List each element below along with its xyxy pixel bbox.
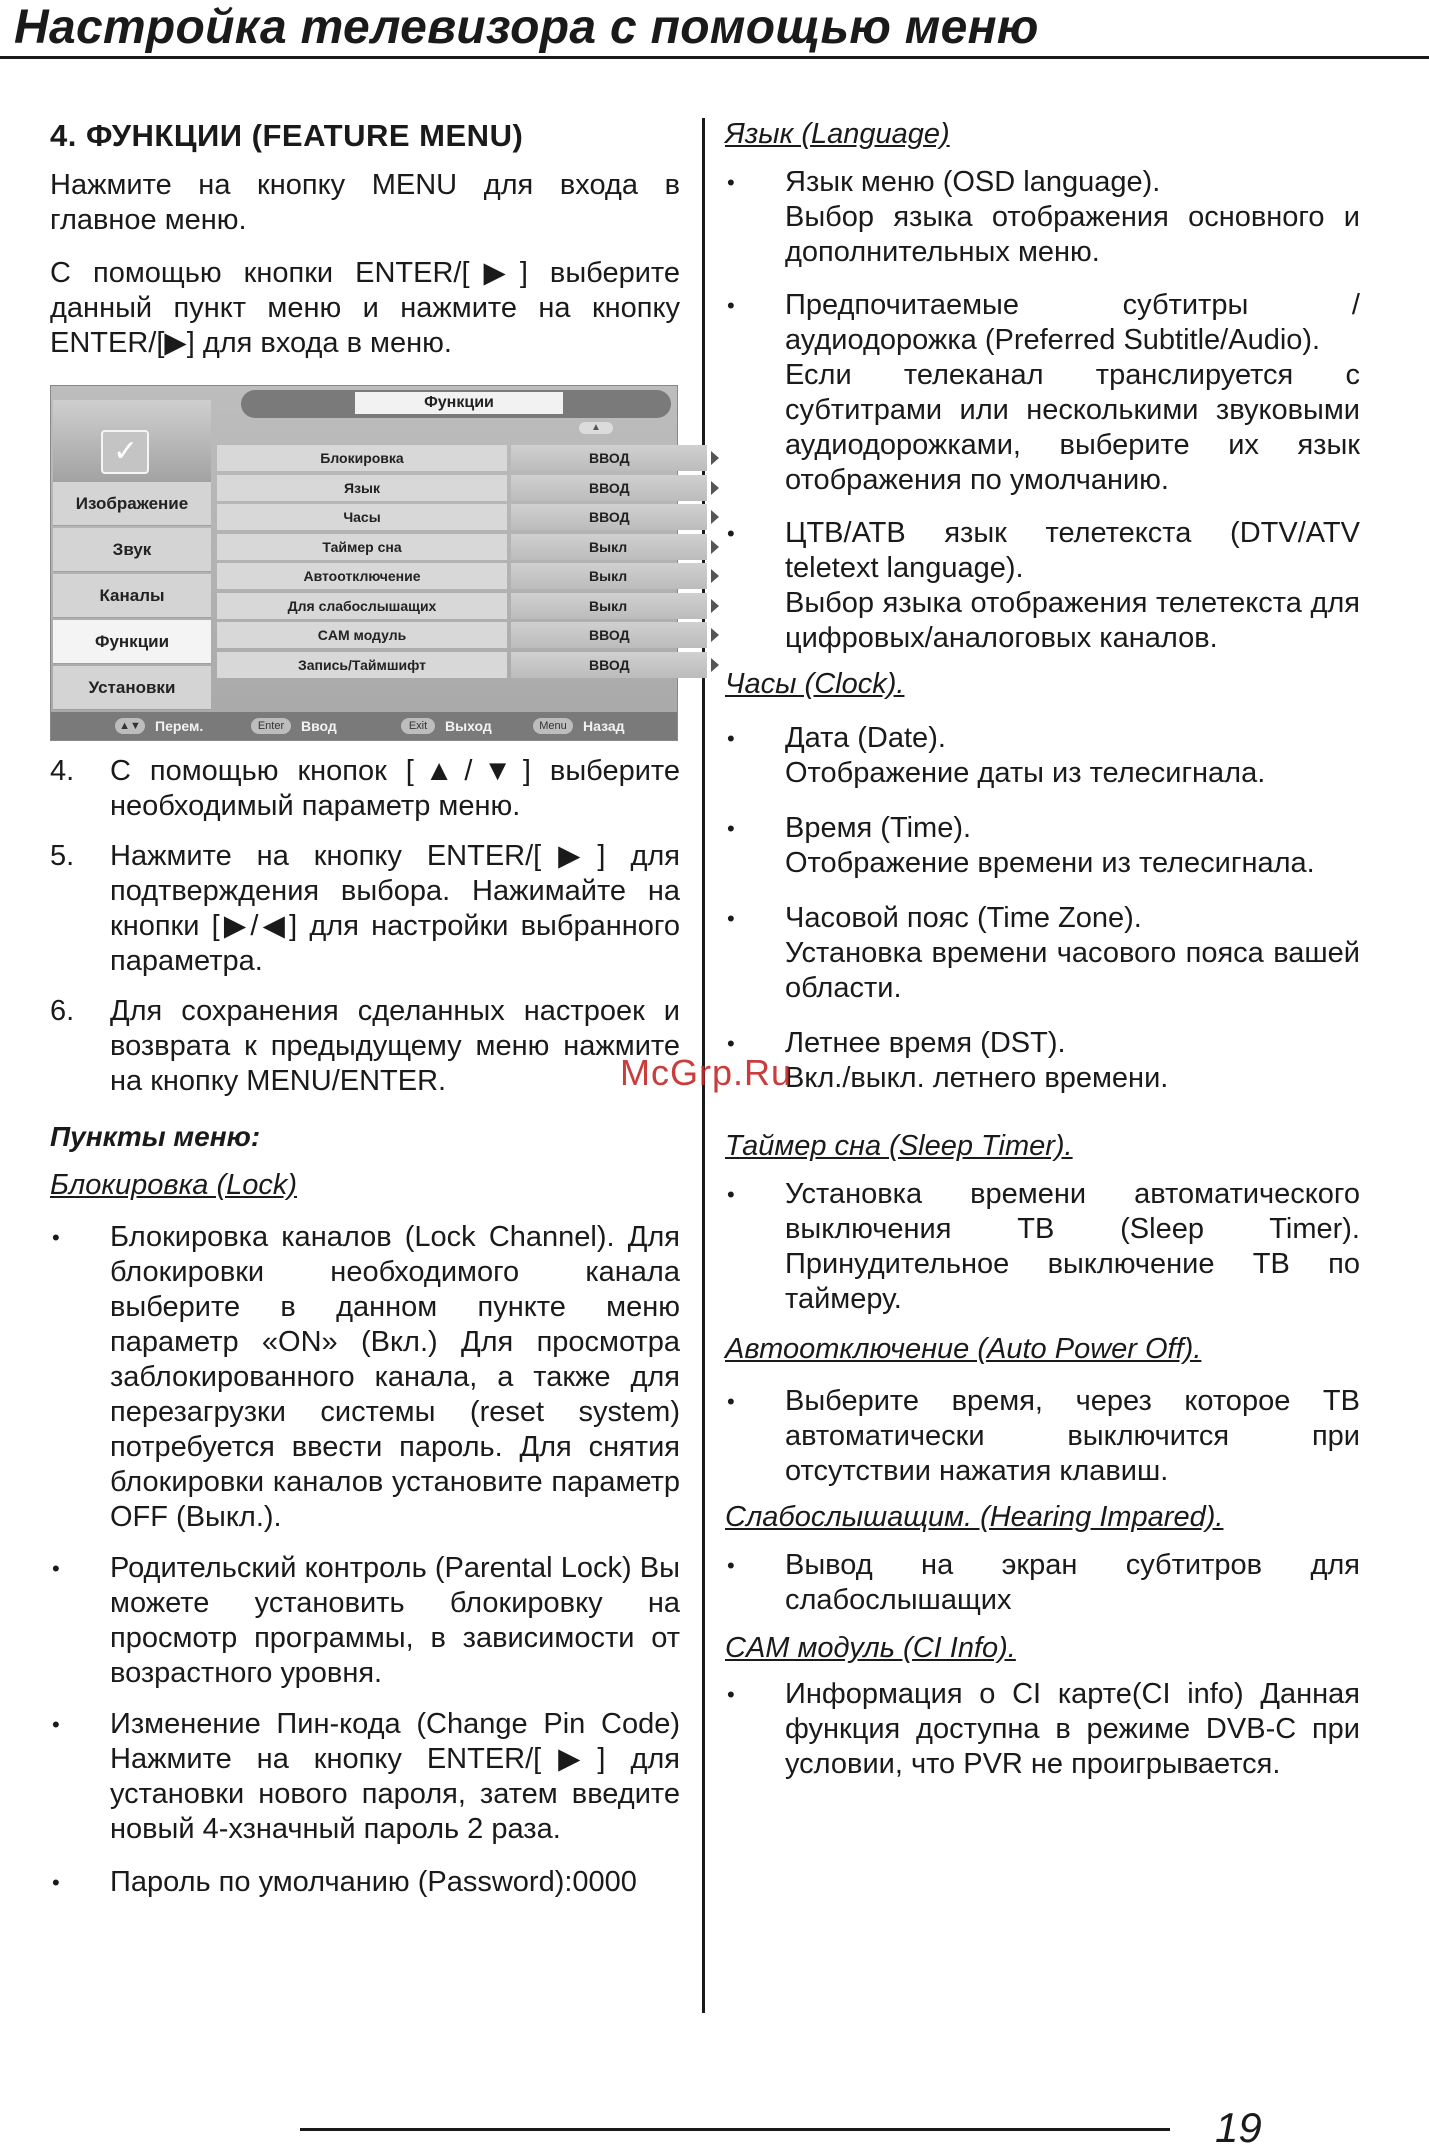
tv-row-value: ВВОД — [511, 475, 707, 501]
lock-bullet: • Родительский контроль (Parental Lock) Вы можете установить блокировку на просмотр программы, в зависимости от возрастного уровня. — [50, 1551, 680, 1691]
menu-items-heading: Пункты меню: — [50, 1121, 261, 1152]
header-divider — [0, 56, 1429, 59]
lock-heading: Блокировка (Lock) — [50, 1169, 298, 1201]
key-updown-icon: ▲▼ — [115, 718, 145, 734]
cam-bullet: • Информация о CI карте(CI info) Данная функция доступна в режиме DVB-C при условии, что PVR не проигрывается. — [725, 1677, 1360, 1782]
language-bullet: • Язык меню (OSD language). Выбор языка отображения основного и дополнительных меню. — [725, 165, 1360, 270]
scroll-up-icon: ▲ — [579, 422, 613, 434]
page-number: 19 — [1215, 2104, 1262, 2150]
tv-menu-row — [217, 443, 677, 473]
tv-menu-row — [217, 620, 677, 650]
chevron-right-icon — [711, 510, 719, 524]
lock-bullet: • Блокировка каналов (Lock Channel). Для блокировки необходимого канала выберите в данном пункте меню параметр «ON» (Вкл.) Для просмотра заблокированного канала, а также для перезагрузки системы (reset system) потребуется ввести пароль. Для снятия блокировки каналов установите параметр OFF (Выкл.). — [50, 1220, 680, 1535]
hearing-heading: Слабослышащим. (Hearing Impared). — [725, 1501, 1224, 1533]
chevron-right-icon — [711, 599, 719, 613]
tv-row-value: ВВОД — [511, 504, 707, 530]
tv-row-value: Выкл — [511, 534, 707, 560]
tv-row-label: Запись/Таймшифт — [217, 652, 507, 678]
tv-menu-hint-bar — [51, 712, 677, 740]
tv-sidebar-item: Установки — [53, 666, 211, 710]
tv-row-label: CAM модуль — [217, 622, 507, 648]
tv-row-value: Выкл — [511, 593, 707, 619]
tv-row-value: ВВОД — [511, 445, 707, 471]
checklist-icon — [101, 430, 149, 474]
chevron-right-icon — [711, 451, 719, 465]
key-enter-icon: Enter — [251, 718, 291, 734]
tv-menu-row — [217, 591, 677, 621]
tv-row-label: Автоотключение — [217, 563, 507, 589]
tv-row-label: Часы — [217, 504, 507, 530]
hint-label: Выход — [445, 718, 492, 734]
tv-row-value: Выкл — [511, 563, 707, 589]
tv-menu-row — [217, 650, 677, 680]
tv-row-label: Блокировка — [217, 445, 507, 471]
intro-paragraph-1: Нажмите на кнопку MENU для входа в главное меню. — [50, 169, 680, 236]
auto-off-heading: Автоотключение (Auto Power Off). — [725, 1333, 1202, 1365]
chevron-right-icon — [711, 569, 719, 583]
hint-label: Ввод — [301, 718, 337, 734]
clock-bullet: • Дата (Date). Отображение даты из телесигнала. — [725, 721, 1360, 791]
hint-label: Перем. — [155, 718, 204, 734]
step-item: 4. С помощью кнопок [▲/▼] выберите необходимый параметр меню. — [50, 755, 680, 822]
tv-row-label: Таймер сна — [217, 534, 507, 560]
tv-menu-title: Функции — [355, 392, 563, 414]
key-exit-icon: Exit — [401, 718, 435, 734]
tv-menu-rows — [217, 443, 677, 679]
sleep-timer-bullet: • Установка времени автоматического выключения ТВ (Sleep Timer). Принудительное выключение ТВ по таймеру. — [725, 1177, 1360, 1317]
left-column-bottom — [50, 754, 680, 1900]
tv-row-label: Язык — [217, 475, 507, 501]
chevron-right-icon — [711, 540, 719, 554]
lock-bullet: • Пароль по умолчанию (Password):0000 — [50, 1865, 680, 1900]
left-column-top — [50, 118, 680, 361]
key-menu-icon: Menu — [533, 718, 573, 734]
tv-menu-sidebar — [53, 482, 211, 712]
step-item: 5. Нажмите на кнопку ENTER/[▶] для подтверждения выбора. Нажимайте на кнопки [▶/◀] для настройки выбранного параметра. — [50, 840, 680, 977]
tv-menu-icon-panel — [53, 400, 211, 490]
lock-bullet: • Изменение Пин-кода (Change Pin Code) Нажмите на кнопку ENTER/[▶] для установки нового пароля, затем введите новый 4-хзначный пароль 2 раза. — [50, 1707, 680, 1847]
step-item: 6. Для сохранения сделанных настроек и возврата к предыдущему меню нажмите на кнопку MENU/ENTER. — [50, 995, 680, 1097]
language-bullet: • ЦТВ/АТВ язык телетекста (DTV/ATV teletext language). Выбор языка отображения телетекста для цифровых/аналоговых каналов. — [725, 516, 1360, 656]
chevron-right-icon — [711, 481, 719, 495]
footer-divider — [300, 2128, 1170, 2131]
clock-bullet: • Время (Time). Отображение времени из телесигнала. — [725, 811, 1360, 881]
auto-off-bullet: • Выберите время, через которое ТВ автоматически выключится при отсутствии нажатия клавиш. — [725, 1384, 1360, 1489]
chevron-right-icon — [711, 658, 719, 672]
hint-label: Назад — [583, 718, 625, 734]
tv-sidebar-item: Каналы — [53, 574, 211, 618]
tv-menu-row — [217, 502, 677, 532]
chevron-right-icon — [711, 628, 719, 642]
clock-bullet: • Летнее время (DST). Вкл./выкл. летнего времени. — [725, 1026, 1360, 1096]
language-bullet: • Предпочитаемые субтитры / аудиодорожка (Preferred Subtitle/Audio). Если телеканал транслируется с субтитрами или несколькими звуковыми аудиодорожками, выберите их язык отображения по умолчанию. — [725, 288, 1360, 498]
clock-heading: Часы (Clock). — [725, 668, 905, 700]
tv-menu-row — [217, 532, 677, 562]
cam-heading: CAM модуль (CI Info). — [725, 1632, 1016, 1664]
watermark: McGrp.Ru — [620, 1052, 793, 1093]
tv-menu-row — [217, 473, 677, 503]
clock-bullet: • Часовой пояс (Time Zone). Установка времени часового пояса вашей области. — [725, 901, 1360, 1006]
sleep-timer-heading: Таймер сна (Sleep Timer). — [725, 1130, 1073, 1162]
tv-row-label: Для слабослышащих — [217, 593, 507, 619]
language-heading: Язык (Language) — [725, 118, 950, 150]
tv-sidebar-item: Звук — [53, 528, 211, 572]
right-column — [725, 118, 1360, 1782]
tv-menu-screenshot — [50, 385, 678, 741]
intro-paragraph-2: С помощью кнопки ENTER/[▶] выберите данный пункт меню и нажмите на кнопку ENTER/[▶] для входа в меню. — [50, 257, 680, 359]
hearing-bullet: • Вывод на экран субтитров для слабослышащих — [725, 1548, 1360, 1618]
page-title: Настройка телевизора с помощью меню — [14, 1, 1039, 54]
tv-sidebar-item-active: Функции — [53, 620, 211, 664]
tv-row-value: ВВОД — [511, 652, 707, 678]
tv-menu-row — [217, 561, 677, 591]
section-title: 4. ФУНКЦИИ (FEATURE MENU) — [50, 118, 524, 153]
tv-sidebar-item: Изображение — [53, 482, 211, 526]
tv-row-value: ВВОД — [511, 622, 707, 648]
